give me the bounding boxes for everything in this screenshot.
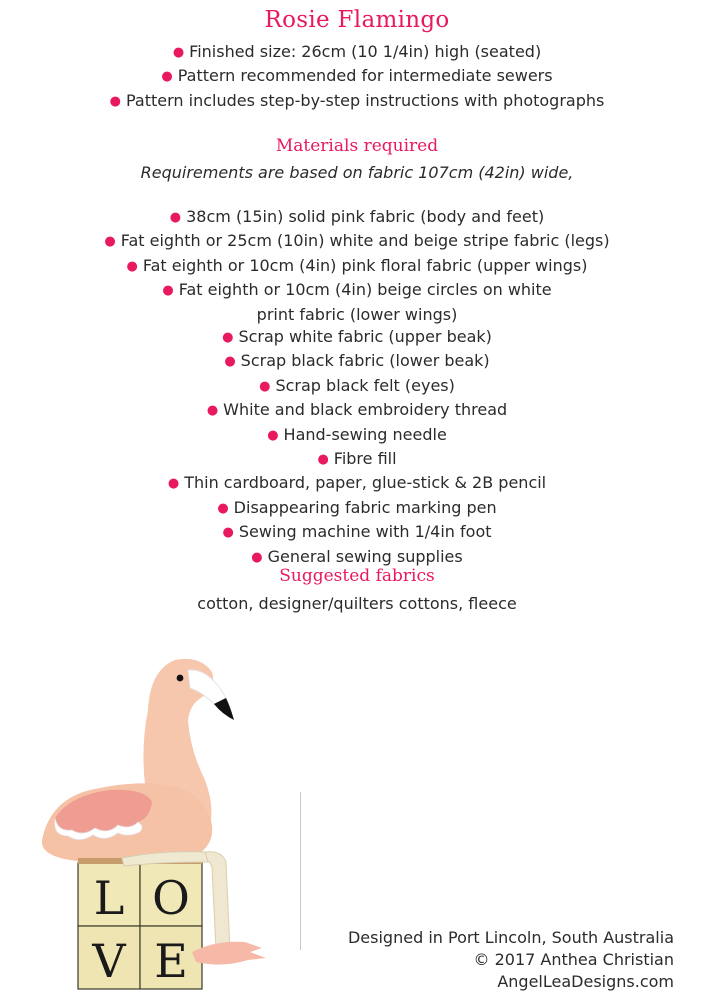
vertical-divider bbox=[300, 792, 301, 950]
bullet-icon: ● bbox=[172, 45, 185, 60]
bullet-icon: ● bbox=[161, 69, 173, 85]
love-blocks bbox=[78, 858, 202, 989]
credits-website: AngelLeaDesigns.com bbox=[497, 972, 674, 991]
bullet-icon: ● bbox=[317, 452, 329, 468]
bullet-icon: ● bbox=[222, 330, 234, 346]
bullet-icon: ● bbox=[222, 525, 234, 541]
list-item: ● Pattern recommended for intermediate sewers bbox=[161, 66, 553, 86]
suggested-fabrics-text: cotton, designer/quilters cottons, fleece bbox=[197, 594, 517, 613]
credits bbox=[348, 927, 674, 993]
bullet-icon: ● bbox=[104, 234, 116, 250]
list-item: ● Hand-sewing needle bbox=[267, 424, 447, 444]
list-item: ● Sewing machine with 1/4in foot bbox=[222, 522, 492, 542]
materials-heading: Materials required bbox=[275, 136, 439, 156]
list-item: ● Scrap black fabric (lower beak) bbox=[224, 351, 490, 371]
list-item: ● Thin cardboard, paper, glue-stick & 2B pencil bbox=[167, 473, 547, 493]
materials-list bbox=[0, 206, 714, 570]
list-item: ● Scrap black felt (eyes) bbox=[259, 375, 455, 395]
credits-location: Designed in Port Lincoln, South Australia bbox=[347, 928, 674, 947]
bullet-icon: ● bbox=[162, 283, 174, 299]
list-item: ● Disappearing fabric marking pen bbox=[217, 497, 497, 517]
bullet-icon: ● bbox=[251, 549, 263, 565]
svg-text:E: E bbox=[154, 934, 188, 988]
flamingo-eye bbox=[177, 675, 184, 682]
bullet-icon: ● bbox=[109, 93, 121, 109]
list-item: ● General sewing supplies bbox=[251, 546, 463, 566]
bullet-icon: ● bbox=[259, 378, 271, 394]
list-item: ● Scrap white fabric (upper beak) bbox=[222, 327, 492, 347]
intro-list bbox=[0, 41, 714, 114]
list-item-continuation: print fabric (lower wings) bbox=[256, 304, 458, 324]
flamingo-foot bbox=[192, 942, 266, 965]
materials-note: Requirements are based on fabric 107cm (42in) wide, bbox=[140, 163, 574, 182]
bullet-icon: ● bbox=[169, 210, 182, 225]
list-item: ● Finished size: 26cm (10 1/4in) high (seated) bbox=[172, 42, 542, 61]
list-item: ● Pattern includes step-by-step instructions with photographs bbox=[109, 90, 605, 110]
bullet-icon: ● bbox=[126, 258, 138, 274]
leg bbox=[205, 852, 230, 950]
list-item: ● White and black embroidery thread bbox=[206, 400, 508, 420]
flamingo-photo bbox=[0, 640, 300, 1000]
bullet-icon: ● bbox=[206, 403, 219, 419]
list-item: ● Fat eighth or 25cm (10in) white and beige stripe fabric (legs) bbox=[104, 231, 610, 251]
svg-text:O: O bbox=[152, 871, 190, 925]
list-item: ● Fat eighth or 10cm (4in) beige circles on white bbox=[162, 280, 552, 300]
list-item: ● Fat eighth or 10cm (4in) pink floral fabric (upper wings) bbox=[126, 255, 588, 275]
bullet-icon: ● bbox=[267, 427, 279, 443]
svg-text:L: L bbox=[93, 871, 125, 925]
suggested-heading: Suggested fabrics bbox=[279, 566, 435, 586]
list-item: ● 38cm (15in) solid pink fabric (body and feet) bbox=[169, 207, 545, 226]
bullet-icon: ● bbox=[224, 354, 236, 370]
credits-copyright: © 2017 Anthea Christian bbox=[473, 950, 674, 969]
bullet-icon: ● bbox=[167, 476, 180, 492]
page-title: Rosie Flamingo bbox=[264, 7, 450, 33]
bullet-icon: ● bbox=[217, 500, 229, 516]
svg-text:V: V bbox=[92, 934, 126, 988]
list-item: ● Fibre fill bbox=[317, 449, 397, 469]
